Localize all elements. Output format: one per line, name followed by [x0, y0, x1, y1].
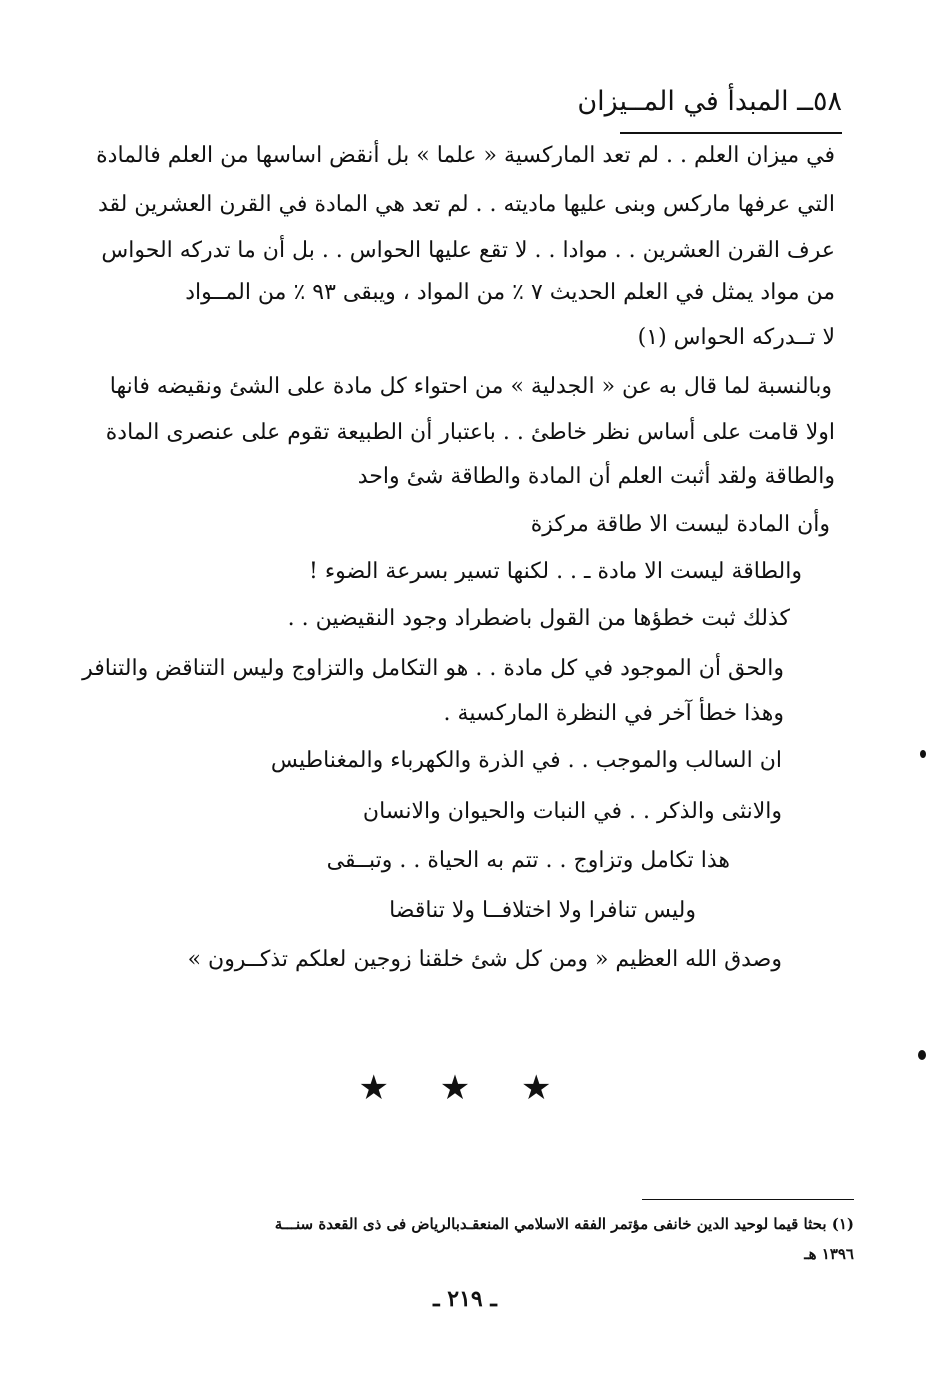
body-line: لا تــدركه الحواس (١): [637, 325, 835, 350]
body-line: في ميزان العلم . . لم تعد الماركسية « علما » بل أنقض اساسها من العلم فالمادة: [96, 143, 835, 168]
body-line: وأن المادة ليست الا طاقة مركزة: [530, 512, 830, 537]
body-line: والطاقة ليست الا مادة ـ . . لكنها تسير بسرعة الضوء !: [308, 559, 802, 584]
footnote-rule: [642, 1199, 854, 1200]
body-line: اولا قامت على أساس نظر خاطئ . . باعتبار أن الطبيعة تقوم على عنصرى المادة: [105, 420, 835, 445]
body-line: ان السالب والموجب . . في الذرة والكهرباء والمغناطيس: [270, 748, 782, 773]
footnote-line: (١) بحثا قيما لوحيد الدين خانفى مؤتمر الفقه الاسلامي المنعقـدبالرياض فى ذى القعدة سنـــة: [274, 1215, 854, 1233]
header-rule: [620, 132, 842, 134]
body-line: وصدق الله العظيم « ومن كل شئ خلقنا زوجين لعلكم تذكــرون »: [187, 947, 782, 972]
body-line: هذا تكامل وتزاوج . . تتم به الحياة . . وتبــقى: [326, 848, 730, 873]
body-line: من مواد يمثل في العلم الحديث ٧ ٪ من المواد ، ويبقى ٩٣ ٪ من المــواد: [185, 280, 835, 305]
scan-speck: [920, 750, 926, 758]
body-line: والانثى والذكر . . في النبات والحيوان والانسان: [362, 799, 782, 824]
body-line: وبالنسبة لما قال به عن « الجدلية » من احتواء كل مادة على الشئ ونقيضه فانها: [109, 374, 832, 399]
body-line: والطاقة ولقد أثبت العلم أن المادة والطاقة شئ واحد: [357, 464, 835, 489]
body-line: وهذا خطأ آخر في النظرة الماركسية .: [443, 701, 784, 726]
scan-speck: [918, 1050, 926, 1060]
body-line: التي عرفها ماركس وبنى عليها ماديته . . لم تعد هي المادة في القرن العشرين لقد: [97, 192, 835, 217]
page-number: ـ ٢١٩ ـ: [433, 1286, 497, 1312]
running-header: ٥٨ــ المبدأ في المــيزان: [577, 86, 842, 117]
footnote-line: ١٣٩٦ هـ: [804, 1245, 854, 1263]
section-separator: ★ ★ ★: [358, 1068, 572, 1108]
body-line: كذلك ثبت خطؤها من القول باضطراد وجود النقيضين . .: [287, 606, 790, 631]
body-line: عرف القرن العشرين . . موادا . . لا تقع عليها الحواس . . بل أن ما تدركه الحواس: [101, 238, 835, 263]
body-line: وليس تنافرا ولا اختلافــا ولا تناقضا: [389, 898, 696, 923]
body-line: والحق أن الموجود في كل مادة . . هو التكامل والتزاوج وليس التناقض والتنافر: [82, 656, 784, 681]
